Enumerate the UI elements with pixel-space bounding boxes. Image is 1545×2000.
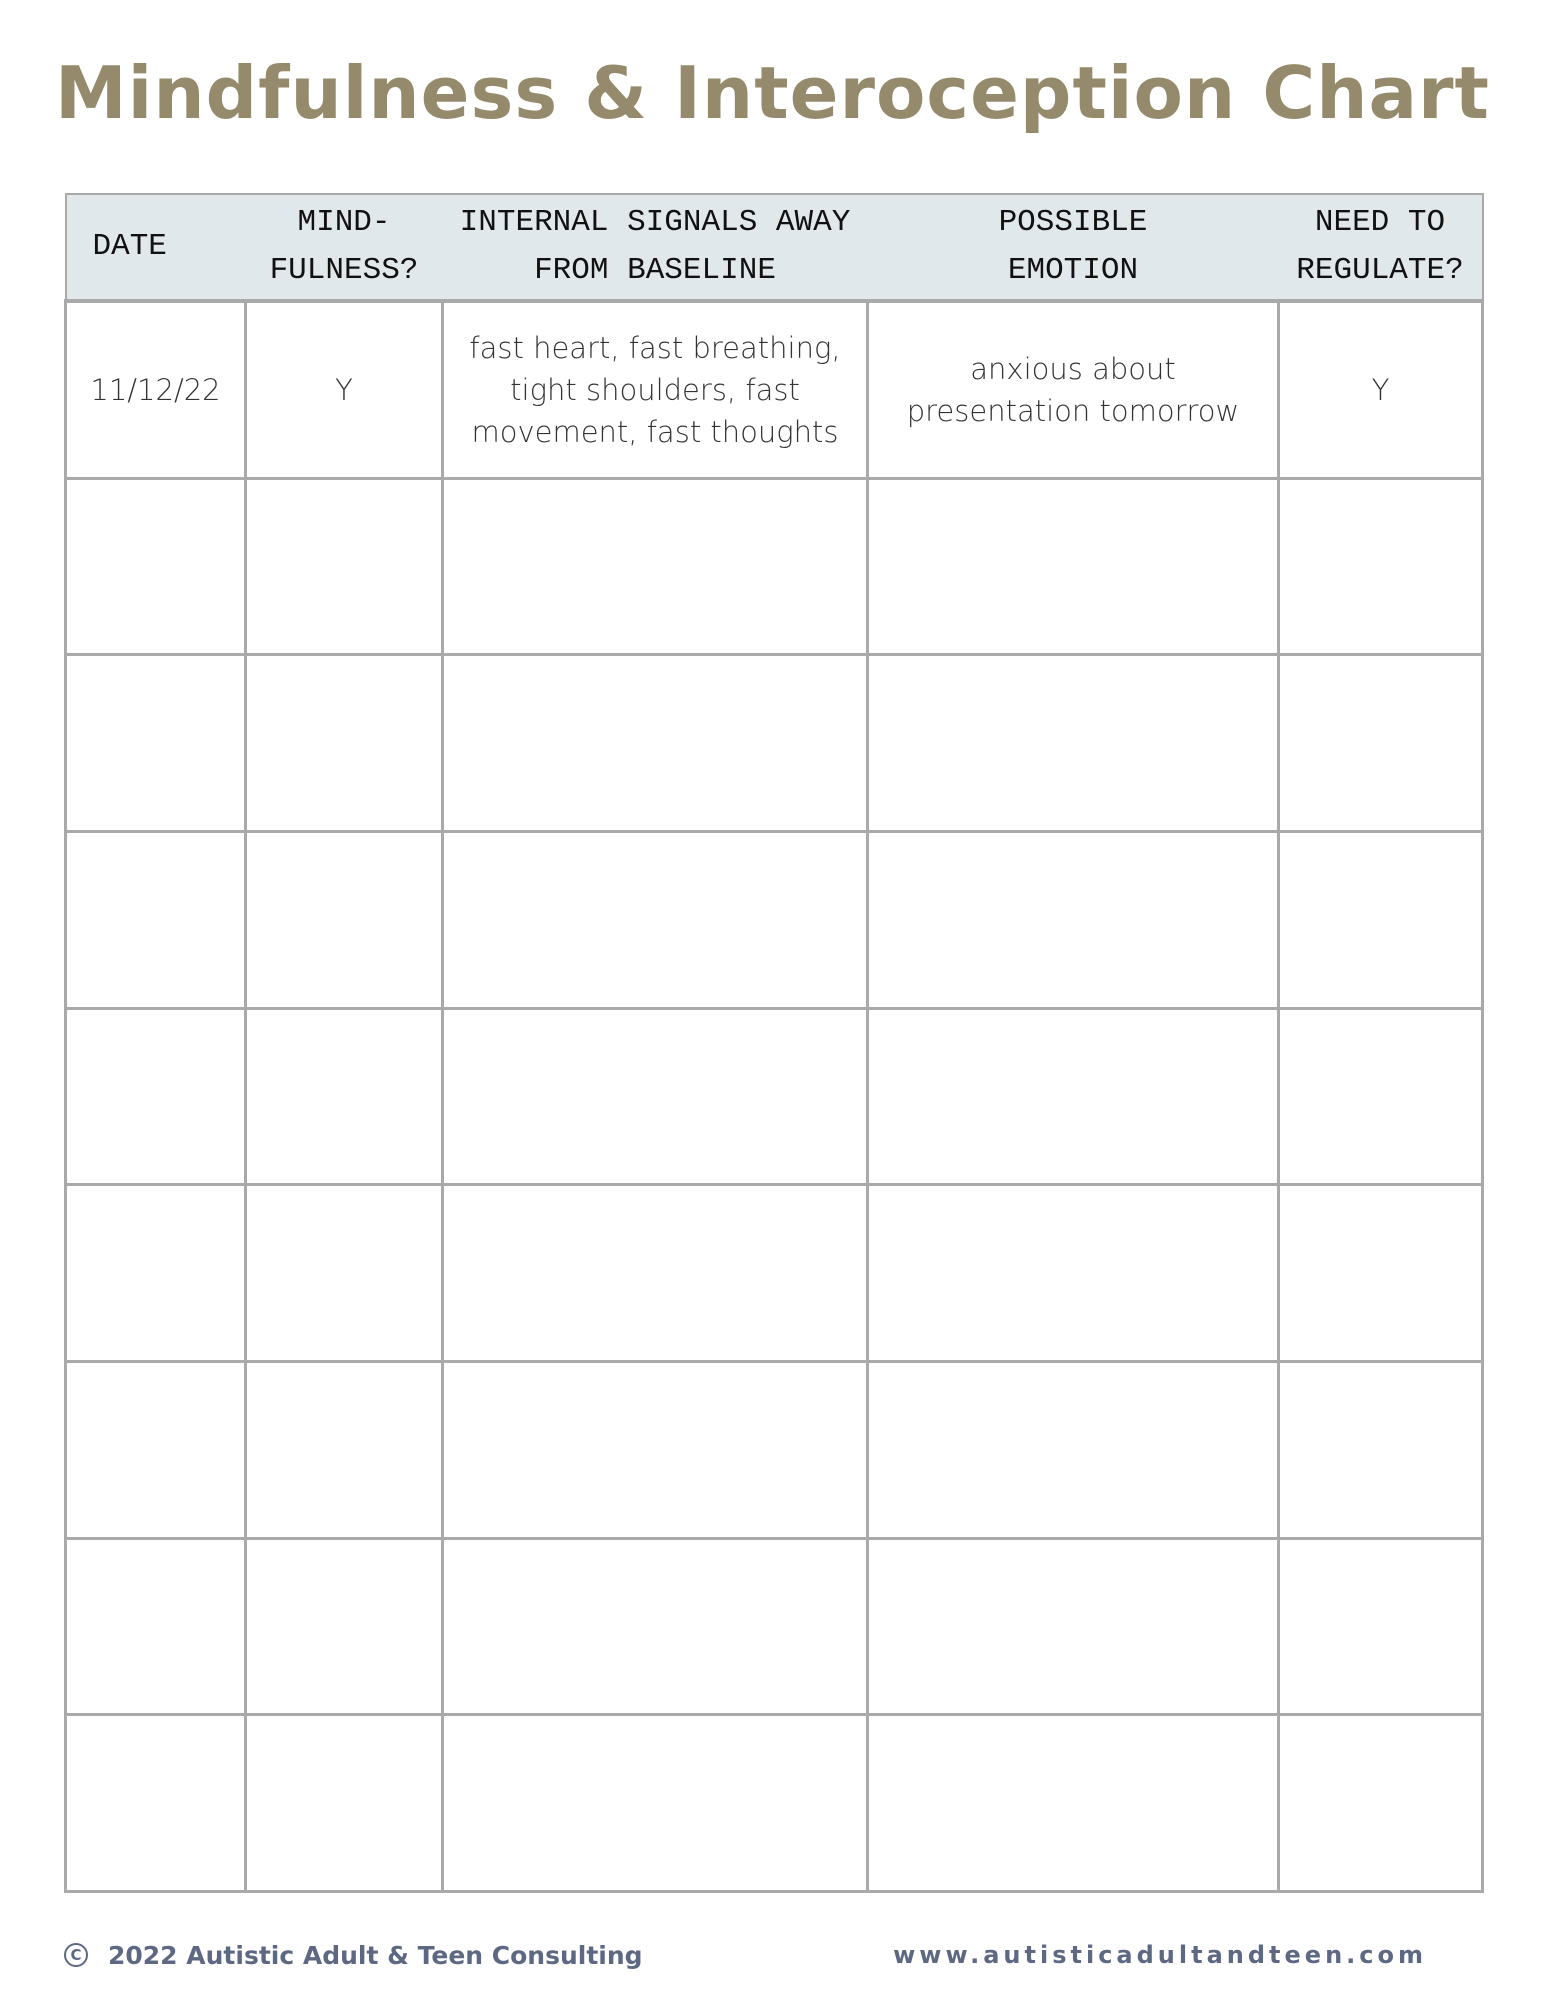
table-row (66, 1538, 1483, 1715)
possible-emotion-cell[interactable] (868, 1361, 1279, 1538)
mindfulness-cell[interactable] (246, 1715, 443, 1892)
possible-emotion-cell[interactable]: anxious about presentation tomorrow (868, 301, 1279, 478)
need-to-regulate-cell[interactable] (1279, 1185, 1483, 1362)
need-to-regulate-cell[interactable] (1279, 478, 1483, 655)
copyright-icon: C (64, 1943, 88, 1967)
date-cell[interactable] (66, 1361, 246, 1538)
page-title: Mindfulness & Interoception Chart (55, 51, 1490, 135)
date-cell[interactable] (66, 478, 246, 655)
need-to-regulate-cell[interactable] (1279, 1715, 1483, 1892)
possible-emotion-cell[interactable] (868, 1008, 1279, 1185)
date-cell[interactable]: 11/12/22 (66, 301, 246, 478)
need-to-regulate-cell[interactable] (1279, 1361, 1483, 1538)
footer-website: www.autisticadultandteen.com (893, 1941, 1427, 1969)
column-header-possible-emotion: POSSIBLE EMOTION (868, 194, 1279, 301)
internal-signals-cell[interactable] (443, 1185, 868, 1362)
date-cell[interactable] (66, 655, 246, 832)
interoception-table (64, 193, 1484, 1893)
mindfulness-cell[interactable] (246, 1008, 443, 1185)
internal-signals-cell[interactable] (443, 1538, 868, 1715)
table-row (66, 1361, 1483, 1538)
column-header-mindfulness: MIND- FULNESS? (246, 194, 443, 301)
date-cell[interactable] (66, 1715, 246, 1892)
internal-signals-cell[interactable] (443, 478, 868, 655)
table-row (66, 831, 1483, 1008)
possible-emotion-cell[interactable] (868, 1538, 1279, 1715)
date-cell[interactable] (66, 1185, 246, 1362)
need-to-regulate-cell[interactable] (1279, 655, 1483, 832)
need-to-regulate-cell[interactable]: Y (1279, 301, 1483, 478)
copyright-text: 2022 Autistic Adult & Teen Consulting (108, 1940, 643, 1970)
mindfulness-cell[interactable] (246, 1538, 443, 1715)
mindfulness-cell[interactable] (246, 1185, 443, 1362)
need-to-regulate-cell[interactable] (1279, 1008, 1483, 1185)
mindfulness-cell[interactable] (246, 831, 443, 1008)
table-header-row (66, 194, 1483, 301)
mindfulness-cell[interactable]: Y (246, 301, 443, 478)
possible-emotion-cell[interactable] (868, 831, 1279, 1008)
possible-emotion-cell[interactable] (868, 1185, 1279, 1362)
table-row (66, 1008, 1483, 1185)
table-row (66, 1185, 1483, 1362)
possible-emotion-cell[interactable] (868, 478, 1279, 655)
footer-copyright (64, 1935, 643, 1975)
internal-signals-cell[interactable] (443, 831, 868, 1008)
table-row (66, 655, 1483, 832)
table-row (66, 301, 1483, 478)
internal-signals-cell[interactable] (443, 655, 868, 832)
possible-emotion-cell[interactable] (868, 655, 1279, 832)
column-header-need-to-regulate: NEED TO REGULATE? (1279, 194, 1483, 301)
table-row (66, 1715, 1483, 1892)
column-header-date: DATE (66, 194, 246, 301)
column-header-internal-signals: INTERNAL SIGNALS AWAY FROM BASELINE (443, 194, 868, 301)
date-cell[interactable] (66, 1008, 246, 1185)
internal-signals-cell[interactable] (443, 1715, 868, 1892)
internal-signals-cell[interactable]: fast heart, fast breathing, tight shoulders, fast movement, fast thoughts (443, 301, 868, 478)
need-to-regulate-cell[interactable] (1279, 831, 1483, 1008)
possible-emotion-cell[interactable] (868, 1715, 1279, 1892)
date-cell[interactable] (66, 1538, 246, 1715)
internal-signals-cell[interactable] (443, 1361, 868, 1538)
internal-signals-cell[interactable] (443, 1008, 868, 1185)
need-to-regulate-cell[interactable] (1279, 1538, 1483, 1715)
date-cell[interactable] (66, 831, 246, 1008)
mindfulness-cell[interactable] (246, 1361, 443, 1538)
table-row (66, 478, 1483, 655)
mindfulness-cell[interactable] (246, 655, 443, 832)
mindfulness-cell[interactable] (246, 478, 443, 655)
